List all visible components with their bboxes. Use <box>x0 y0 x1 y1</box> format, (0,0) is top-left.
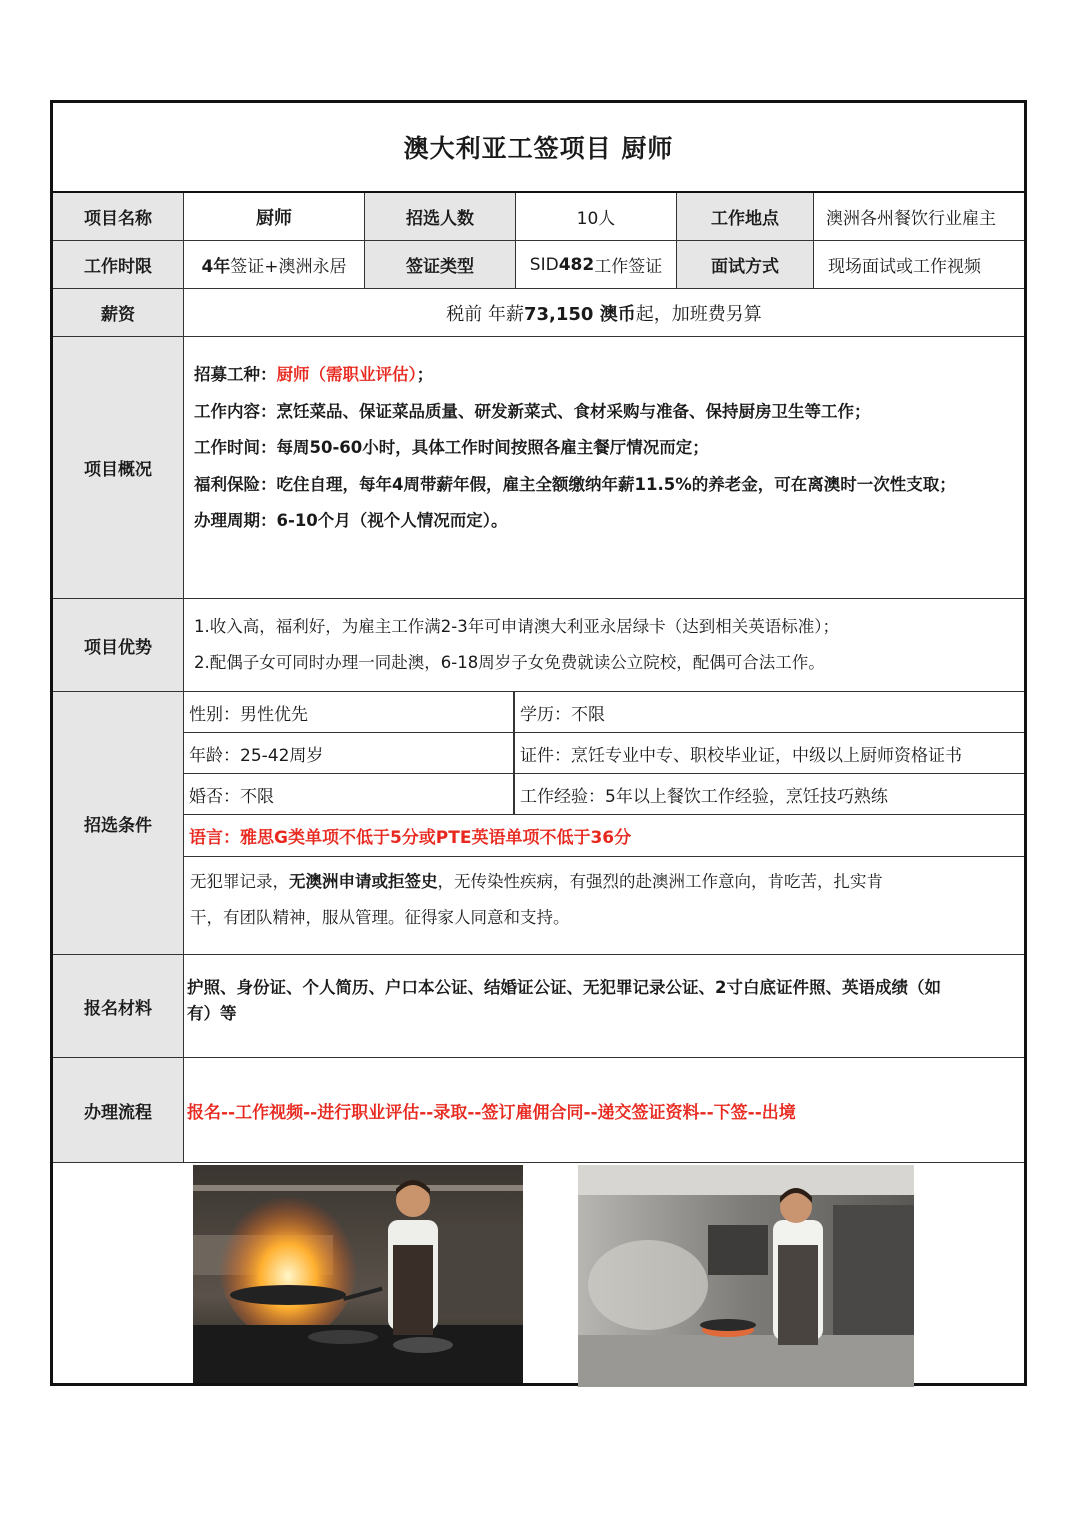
overview-line-benefits: 福利保险：吃住自理，每年4周带薪年假，雇主全额缴纳年薪11.5%的养老金，可在离澳时一次性支取； <box>194 474 956 494</box>
visa-bold: 482 <box>558 254 595 275</box>
overview-job-end: ； <box>416 365 434 384</box>
label-salary: 薪资 <box>53 289 184 337</box>
label-process: 办理流程 <box>53 1058 184 1163</box>
overview-line-content: 工作内容：烹饪菜品、保证菜品质量、研发新菜式、食材采购与准备、保持厨房卫生等工作； <box>194 401 871 421</box>
label-project-name: 项目名称 <box>53 193 184 241</box>
label-overview: 项目概况 <box>53 337 184 599</box>
value-duration <box>184 241 365 289</box>
materials-content <box>184 955 1024 1058</box>
duration-bold: 4年 <box>201 257 231 277</box>
value-interview: 现场面试或工作视频 <box>814 241 1024 289</box>
condition-certificate: 证件：烹饪专业中专、职校毕业证，中级以上厨师资格证书 <box>514 733 1024 774</box>
value-visa-type <box>516 241 677 289</box>
materials-line-1: 护照、身份证、个人简历、户口本公证、结婚证公证、无犯罪记录公证、2寸白底证件照、英语成绩（如 <box>187 978 941 997</box>
overview-line-period: 办理周期：6-10个月（视个人情况而定）。 <box>194 511 508 530</box>
condition-education: 学历：不限 <box>514 692 1024 733</box>
advantage-line-1: 1.收入高，福利好，为雇主工作满2-3年可申请澳大利亚永居绿卡（达到相关英语标准）； <box>194 617 839 636</box>
condition-gender: 性别：男性优先 <box>184 692 514 733</box>
condition-other-bold: 无澳洲申请或拒签史 <box>289 872 438 891</box>
salary-pre: 税前 年薪 <box>446 303 524 325</box>
value-location: 澳洲各州餐饮行业雇主 <box>814 193 1024 241</box>
condition-other-line-2: 干，有团队精神，服从管理。征得家人同意和支持。 <box>190 908 570 927</box>
salary-post: 起，加班费另算 <box>635 303 762 325</box>
chef-kitchen-illustration <box>578 1165 914 1387</box>
value-recruit-count: 10人 <box>516 193 677 241</box>
salary-bold: 73,150 澳币 <box>524 303 636 325</box>
duration-rest: 签证+澳洲永居 <box>230 257 347 277</box>
condition-other-line-1 <box>190 864 883 900</box>
label-interview: 面试方式 <box>677 241 814 289</box>
chef-photo-flame <box>193 1165 523 1383</box>
label-duration: 工作时限 <box>53 241 184 289</box>
label-advantages: 项目优势 <box>53 599 184 692</box>
recruitment-sheet <box>50 100 1027 1386</box>
label-visa-type: 签证类型 <box>365 241 516 289</box>
value-salary <box>184 289 1024 337</box>
condition-other <box>184 864 883 936</box>
condition-marriage: 婚否：不限 <box>184 774 514 815</box>
conditions-divider <box>513 692 515 815</box>
label-conditions: 招选条件 <box>53 692 184 955</box>
value-project-name: 厨师 <box>184 193 365 241</box>
label-materials: 报名材料 <box>53 955 184 1058</box>
conditions-content <box>184 692 1024 955</box>
process-content: 报名--工作视频--进行职业评估--录取--签订雇佣合同--递交签证资料--下签--出境 <box>184 1058 1024 1163</box>
label-location: 工作地点 <box>677 193 814 241</box>
condition-age: 年龄：25-42周岁 <box>184 733 514 774</box>
advantages-lines <box>184 609 839 681</box>
condition-other-post: ，无传染性疾病，有强烈的赴澳洲工作意向，肯吃苦，扎实肯 <box>437 872 883 891</box>
page-title: 澳大利亚工签项目 厨师 <box>53 103 1024 193</box>
overview-line-hours: 工作时间：每周50-60小时，具体工作时间按照各雇主餐厅情况而定； <box>194 438 709 457</box>
overview-line-job <box>194 357 956 394</box>
advantage-line-2: 2.配偶子女可同时办理一同赴澳，6-18周岁子女免费就读公立院校，配偶可合法工作。 <box>194 653 825 672</box>
overview-lines <box>184 357 956 540</box>
chef-photo-kitchen <box>578 1165 914 1387</box>
condition-experience: 工作经验：5年以上餐饮工作经验，烹饪技巧熟练 <box>514 774 1024 815</box>
condition-other-pre: 无犯罪记录， <box>190 872 289 891</box>
visa-pre: SID <box>529 254 559 275</box>
overview-job-key: 招募工种： <box>194 365 277 384</box>
visa-post: 工作签证 <box>594 257 663 277</box>
chef-flame-illustration <box>193 1165 523 1383</box>
advantages-content <box>184 599 1024 692</box>
condition-language: 语言：雅思G类单项不低于5分或PTE英语单项不低于36分 <box>184 815 1024 857</box>
materials-lines <box>184 975 941 1027</box>
label-recruit-count: 招选人数 <box>365 193 516 241</box>
overview-job-red: 厨师（需职业评估） <box>276 365 417 384</box>
materials-line-2: 有）等 <box>187 1004 237 1023</box>
overview-content <box>184 337 1024 599</box>
